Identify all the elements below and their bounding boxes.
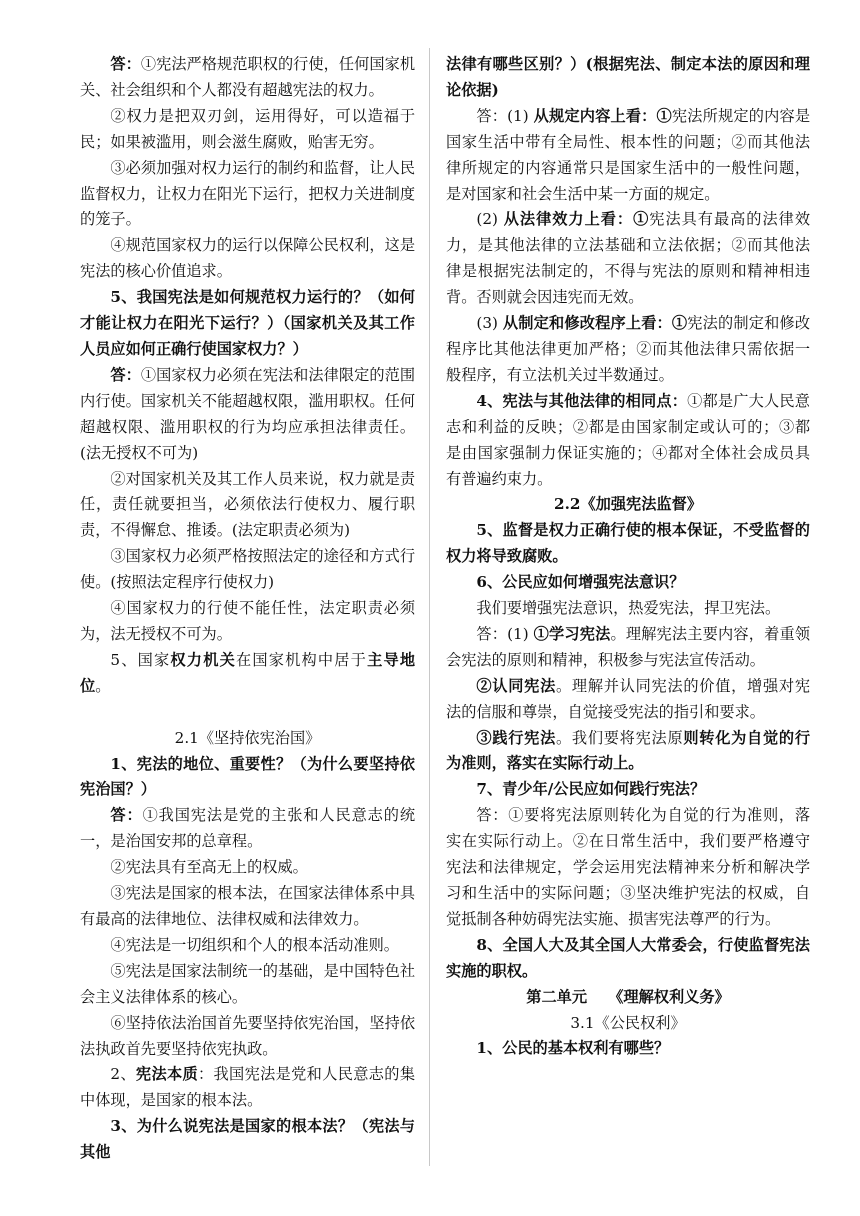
mixed-paragraph: 答：(1) 从规定内容上看：①宪法所规定的内容是国家生活中带有全局性、根本性的问题；②而其他法律所规定的内容通常只是国家生活中的一般性问题，是对国家和社会生活中某一方面的规定。 [446, 106, 811, 203]
paragraph: ④规范国家权力的运行以保障公民权利，这是宪法的核心价值追求。 [80, 236, 415, 281]
question-heading: 7、青少年/公民应如何践行宪法？ [476, 780, 706, 799]
paragraph: ⑥坚持依法治国首先要坚持依宪治国，坚持依法执政首先要坚持依宪执政。 [80, 1013, 415, 1058]
unit-title: 第二单元 《理解权利义务》 [526, 987, 730, 1006]
answer-paragraph: 答：①我国宪法是党的主张和人民意志的统一，是治国安邦的总章程。 [80, 806, 416, 851]
question-heading: 1、宪法的地位、重要性？（为什么要坚持依宪治国？） [80, 754, 415, 799]
question-heading: 8、全国人大及其全国人大常委会，行使监督宪法实施的职权。 [446, 935, 810, 980]
question-heading: 3、为什么说宪法是国家的根本法？（宪法与其他 [80, 1117, 415, 1162]
section-title: 2.2《加强宪法监督》 [554, 495, 702, 514]
answer-paragraph: 答：①宪法严格规范职权的行使，任何国家机关、社会组织和个人都没有超越宪法的权力。 [80, 55, 416, 99]
question-heading: 1、公民的基本权利有哪些？ [476, 1039, 670, 1058]
paragraph: ③必须加强对权力运行的制约和监督，让人民监督权力，让权力在阳光下运行，把权力关进制度的笼子。 [80, 158, 415, 229]
section-title: 2.1《坚持依宪治国》 [174, 728, 321, 747]
mixed-paragraph: ③践行宪法。我们要将宪法原则转化为自觉的行为准则，落实在实际行动上。 [446, 728, 811, 773]
answer-paragraph: 答：①国家权力必须在宪法和法律限定的范围内行使。国家机关不能超越权限，滥用职权。任何超越权限、滥用职权的行为均应承担法律责任。(法无授权不可为) [80, 365, 416, 462]
spacer [80, 700, 415, 726]
paragraph: ④国家权力的行使不能任性，法定职责必须为，法无授权不可为。 [80, 599, 415, 643]
section-title: 3.1《公民权利》 [570, 1013, 686, 1032]
question-heading: 5、监督是权力正确行使的根本保证，不受监督的权力将导致腐败。 [446, 521, 810, 566]
paragraph: ⑤宪法是国家法制统一的基础，是中国特色社会主义法律体系的核心。 [80, 961, 415, 1006]
mixed-paragraph: 4、宪法与其他法律的相同点：①都是广大人民意志和利益的反映；②都是由国家制定或认可的；③都是由国家强制力保证实施的；④都对全体社会成员具有普遍约束力。 [446, 391, 810, 488]
question-heading: 6、公民应如何增强宪法意识？ [476, 573, 685, 592]
question-heading-continued: 法律有哪些区别？）(根据宪法、制定本法的原因和理论依据) [446, 55, 810, 99]
paragraph: ②权力是把双刃剑，运用得好，可以造福于民；如果被滥用，则会滋生腐败，贻害无穷。 [80, 106, 415, 151]
question-heading: 5、我国宪法是如何规范权力运行的？（如何才能让权力在阳光下运行？）（国家机关及其工作人员应如何正确行使国家权力？） [80, 288, 415, 358]
paragraph: ④宪法是一切组织和个人的根本活动准则。 [110, 935, 399, 954]
mixed-paragraph: (3) 从制定和修改程序上看：①宪法的制定和修改程序比其他法律更加严格；②而其他法律只需依据一般程序，有立法机关过半数通过。 [446, 314, 811, 384]
paragraph: ③国家权力必须严格按照法定的途径和方式行使。(按照法定程序行使权力) [80, 547, 415, 592]
left-column [80, 52, 415, 1166]
paragraph: ②宪法具有至高无上的权威。 [110, 858, 308, 877]
mixed-paragraph: (2) 从法律效力上看：①宪法具有最高的法律效力，是其他法律的立法基础和立法依据；②而其他法律是根据宪法制定的，不得与宪法的原则和精神相违背。否则就会因违宪而无效。 [446, 210, 810, 307]
paragraph: 答：①要将宪法原则转化为自觉的行为准则，落实在实际行动上。②在日常生活中，我们要严格遵守宪法和法律规定，学会运用宪法精神来分析和解决学习和生活中的实际问题；③坚决维护宪法的权威，自觉抵制各种妨碍宪法实施、损害宪法尊严的行为。 [446, 806, 810, 928]
paragraph: ②对国家机关及其工作人员来说，权力就是责任，责任就要担当，必须依法行使权力、履行职责，不得懈怠、推诿。(法定职责必须为) [80, 469, 415, 540]
mixed-paragraph: 2、宪法本质：我国宪法是党和人民意志的集中体现，是国家的根本法。 [80, 1065, 416, 1110]
right-column [446, 52, 810, 1062]
mixed-paragraph: 答：(1) ①学习宪法。理解宪法主要内容，着重领会宪法的原则和精神，积极参与宪法宣传活动。 [446, 624, 811, 669]
mixed-paragraph: ②认同宪法。理解并认同宪法的价值，增强对宪法的信服和尊崇，自觉接受宪法的指引和要求。 [446, 676, 811, 721]
mixed-paragraph: 5、国家权力机关在国家机构中居于主导地位。 [80, 650, 416, 695]
paragraph: ③宪法是国家的根本法，在国家法律体系中具有最高的法律地位、法律权威和法律效力。 [80, 884, 415, 928]
column-divider [429, 48, 430, 1166]
paragraph: 我们要增强宪法意识，热爱宪法，捍卫宪法。 [476, 599, 781, 618]
